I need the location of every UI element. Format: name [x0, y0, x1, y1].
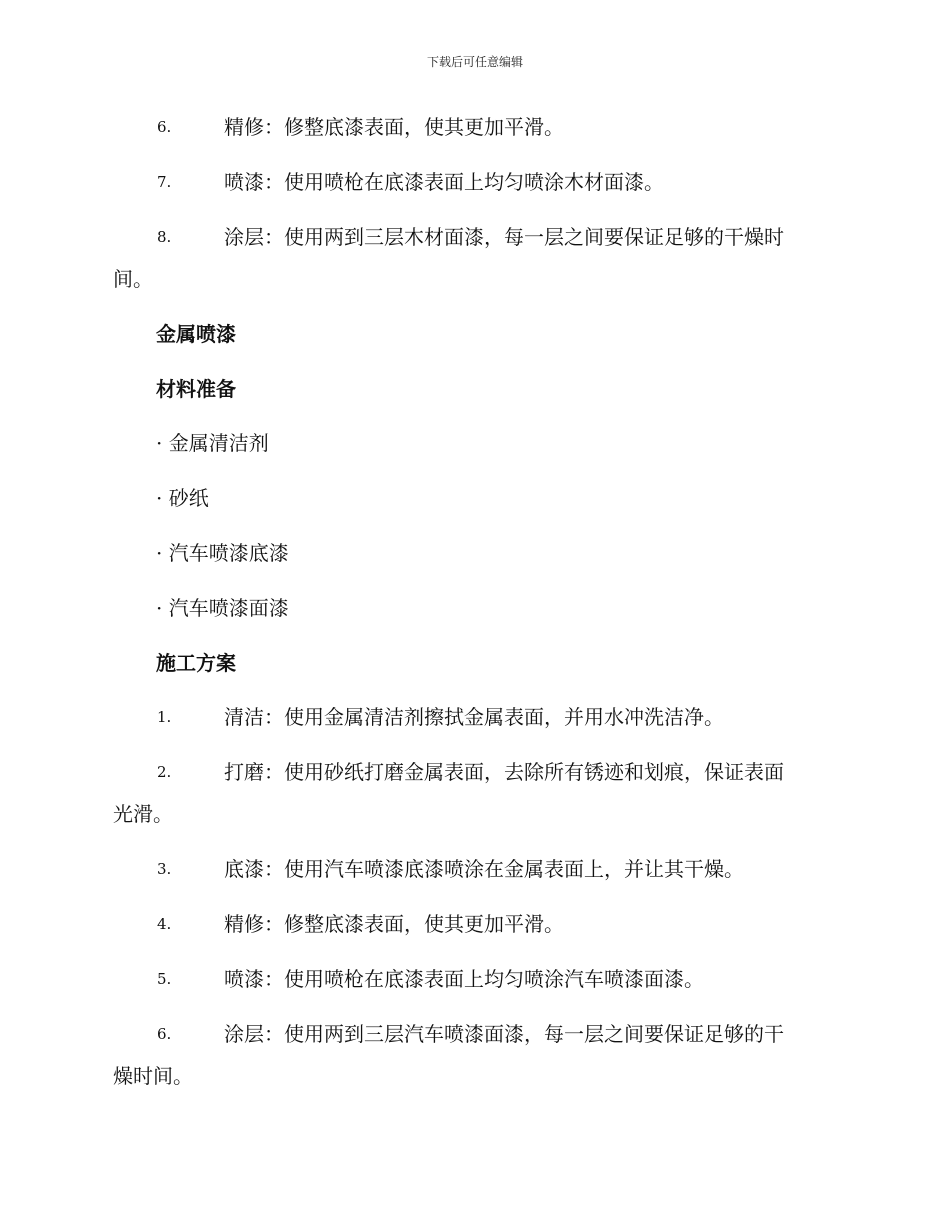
step-text-continuation: 光滑。 — [113, 802, 173, 826]
step-text: 涂层：使用两到三层汽车喷漆面漆，每一层之间要保证足够的干 — [224, 1022, 784, 1046]
material-item: · 汽车喷漆面漆 — [156, 596, 289, 620]
step-number: 1. — [157, 708, 172, 726]
step-text-continuation: 间。 — [113, 267, 153, 291]
material-item: · 汽车喷漆底漆 — [156, 541, 289, 565]
material-item: · 金属清洁剂 — [156, 431, 269, 455]
step-text: 喷漆：使用喷枪在底漆表面上均匀喷涂木材面漆。 — [224, 170, 664, 194]
step-text: 精修：修整底漆表面，使其更加平滑。 — [224, 912, 564, 936]
step-number: 3. — [157, 860, 172, 878]
step-number: 6. — [157, 1025, 172, 1043]
step-number: 2. — [157, 763, 172, 781]
step-text: 精修：修整底漆表面，使其更加平滑。 — [224, 115, 564, 139]
step-number: 4. — [157, 915, 172, 933]
step-text: 喷漆：使用喷枪在底漆表面上均匀喷涂汽车喷漆面漆。 — [224, 967, 704, 991]
step-text: 打磨：使用砂纸打磨金属表面，去除所有锈迹和划痕，保证表面 — [224, 760, 784, 784]
plan-heading: 施工方案 — [156, 651, 236, 675]
materials-heading: 材料准备 — [156, 377, 236, 401]
section-title: 金属喷漆 — [156, 322, 236, 346]
step-number: 5. — [157, 970, 172, 988]
page-header: 下载后可任意编辑 — [426, 55, 523, 69]
step-number: 7. — [157, 173, 172, 191]
step-number: 6. — [157, 118, 172, 136]
step-text-continuation: 燥时间。 — [113, 1064, 193, 1088]
step-text: 清洁：使用金属清洁剂擦拭金属表面，并用水冲洗洁净。 — [224, 705, 724, 729]
step-number: 8. — [157, 228, 172, 246]
material-item: · 砂纸 — [156, 486, 209, 510]
step-text: 底漆：使用汽车喷漆底漆喷涂在金属表面上，并让其干燥。 — [224, 857, 744, 881]
step-text: 涂层：使用两到三层木材面漆，每一层之间要保证足够的干燥时 — [224, 225, 784, 249]
